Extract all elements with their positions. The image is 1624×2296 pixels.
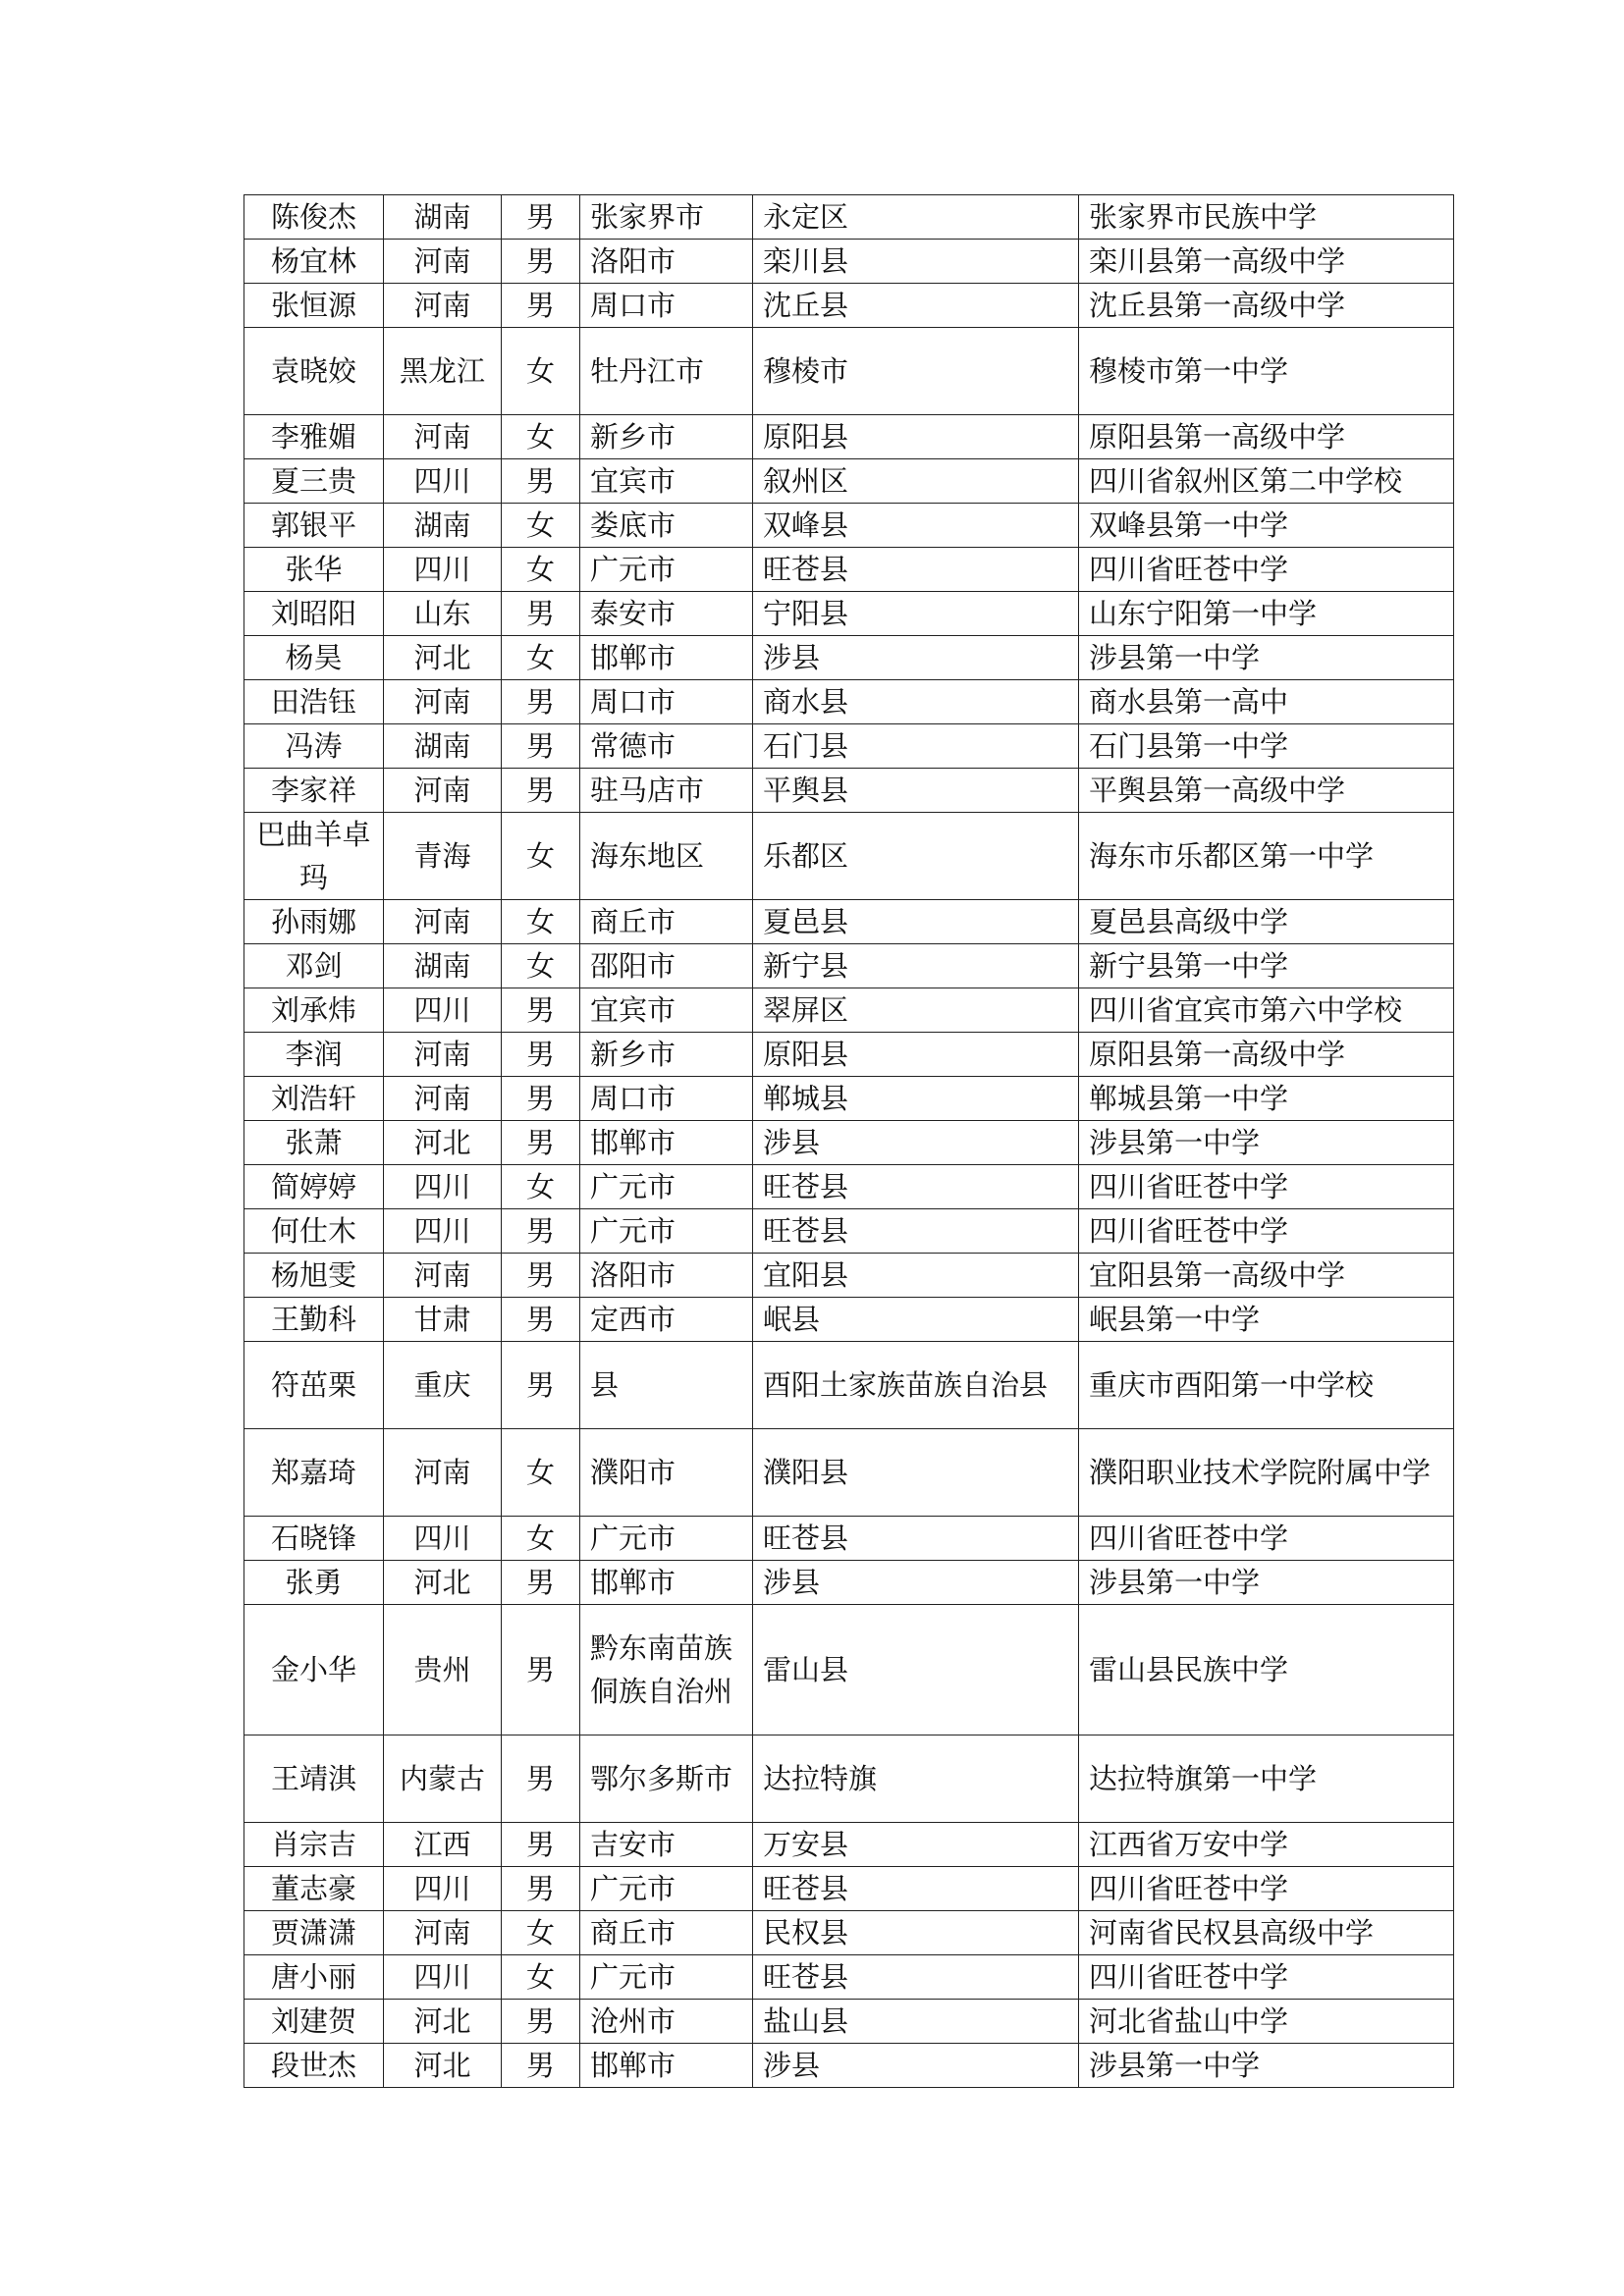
table-row	[244, 415, 1454, 459]
table-row	[244, 1605, 1454, 1735]
table-row	[244, 724, 1454, 769]
county-cell: 旺苍县	[753, 1209, 1079, 1254]
student-name-cell: 陈俊杰	[244, 195, 384, 240]
county-cell: 旺苍县	[753, 1867, 1079, 1911]
school-cell: 四川省宜宾市第六中学校	[1079, 988, 1454, 1033]
student-name-cell: 张华	[244, 548, 384, 592]
sex-cell: 男	[502, 2044, 580, 2088]
province-cell: 河南	[384, 900, 502, 944]
student-name-cell: 郑嘉琦	[244, 1429, 384, 1517]
city-cell: 常德市	[580, 724, 753, 769]
sex-cell: 男	[502, 1605, 580, 1735]
table-row	[244, 195, 1454, 240]
table-row	[244, 2044, 1454, 2088]
student-name-cell: 刘浩轩	[244, 1077, 384, 1121]
student-name-cell: 李家祥	[244, 769, 384, 813]
table-row	[244, 1561, 1454, 1605]
county-cell: 雷山县	[753, 1605, 1079, 1735]
school-cell: 穆棱市第一中学	[1079, 328, 1454, 415]
school-cell: 双峰县第一中学	[1079, 504, 1454, 548]
table-row	[244, 1342, 1454, 1429]
county-cell: 宜阳县	[753, 1254, 1079, 1298]
student-name-cell: 张勇	[244, 1561, 384, 1605]
table-row	[244, 1254, 1454, 1298]
table-row	[244, 504, 1454, 548]
table-row	[244, 1823, 1454, 1867]
student-name-cell: 贾潇潇	[244, 1911, 384, 1955]
county-cell: 翠屏区	[753, 988, 1079, 1033]
student-name-cell: 符茁栗	[244, 1342, 384, 1429]
student-name-cell: 郭银平	[244, 504, 384, 548]
school-cell: 商水县第一高中	[1079, 680, 1454, 724]
city-cell: 驻马店市	[580, 769, 753, 813]
sex-cell: 男	[502, 1077, 580, 1121]
school-cell: 新宁县第一中学	[1079, 944, 1454, 988]
county-cell: 酉阳土家族苗族自治县	[753, 1342, 1079, 1429]
school-cell: 濮阳职业技术学院附属中学	[1079, 1429, 1454, 1517]
sex-cell: 男	[502, 459, 580, 504]
county-cell: 涉县	[753, 1121, 1079, 1165]
city-cell: 广元市	[580, 548, 753, 592]
county-cell: 叙州区	[753, 459, 1079, 504]
sex-cell: 男	[502, 680, 580, 724]
school-cell: 四川省旺苍中学	[1079, 1867, 1454, 1911]
county-cell: 双峰县	[753, 504, 1079, 548]
sex-cell: 女	[502, 415, 580, 459]
city-cell: 洛阳市	[580, 240, 753, 284]
school-cell: 涉县第一中学	[1079, 2044, 1454, 2088]
table-row	[244, 944, 1454, 988]
table-row	[244, 813, 1454, 900]
city-cell: 商丘市	[580, 1911, 753, 1955]
city-cell: 吉安市	[580, 1823, 753, 1867]
table-row	[244, 680, 1454, 724]
school-cell: 四川省旺苍中学	[1079, 1209, 1454, 1254]
sex-cell: 女	[502, 548, 580, 592]
table-row	[244, 2000, 1454, 2044]
school-cell: 四川省旺苍中学	[1079, 1955, 1454, 2000]
city-cell: 娄底市	[580, 504, 753, 548]
table-row	[244, 1735, 1454, 1823]
student-name-cell: 杨旭雯	[244, 1254, 384, 1298]
sex-cell: 女	[502, 1911, 580, 1955]
province-cell: 河南	[384, 680, 502, 724]
student-name-cell: 王靖淇	[244, 1735, 384, 1823]
county-cell: 万安县	[753, 1823, 1079, 1867]
city-cell: 广元市	[580, 1165, 753, 1209]
sex-cell: 男	[502, 1209, 580, 1254]
province-cell: 重庆	[384, 1342, 502, 1429]
city-cell: 邯郸市	[580, 2044, 753, 2088]
province-cell: 河南	[384, 1033, 502, 1077]
school-cell: 张家界市民族中学	[1079, 195, 1454, 240]
school-cell: 涉县第一中学	[1079, 636, 1454, 680]
city-cell: 广元市	[580, 1867, 753, 1911]
province-cell: 湖南	[384, 504, 502, 548]
county-cell: 原阳县	[753, 1033, 1079, 1077]
county-cell: 旺苍县	[753, 548, 1079, 592]
sex-cell: 男	[502, 592, 580, 636]
school-cell: 四川省叙州区第二中学校	[1079, 459, 1454, 504]
school-cell: 四川省旺苍中学	[1079, 1517, 1454, 1561]
province-cell: 四川	[384, 1867, 502, 1911]
sex-cell: 女	[502, 1955, 580, 2000]
table-row	[244, 988, 1454, 1033]
student-name-cell: 肖宗吉	[244, 1823, 384, 1867]
school-cell: 沈丘县第一高级中学	[1079, 284, 1454, 328]
province-cell: 河南	[384, 1429, 502, 1517]
roster-body	[244, 195, 1454, 2088]
province-cell: 四川	[384, 459, 502, 504]
table-row	[244, 1033, 1454, 1077]
student-name-cell: 刘建贺	[244, 2000, 384, 2044]
province-cell: 河南	[384, 1911, 502, 1955]
school-cell: 山东宁阳第一中学	[1079, 592, 1454, 636]
province-cell: 湖南	[384, 724, 502, 769]
county-cell: 沈丘县	[753, 284, 1079, 328]
student-name-cell: 袁晓姣	[244, 328, 384, 415]
county-cell: 濮阳县	[753, 1429, 1079, 1517]
province-cell: 河南	[384, 1254, 502, 1298]
school-cell: 涉县第一中学	[1079, 1121, 1454, 1165]
province-cell: 四川	[384, 1517, 502, 1561]
county-cell: 涉县	[753, 636, 1079, 680]
city-cell: 海东地区	[580, 813, 753, 900]
student-name-cell: 何仕木	[244, 1209, 384, 1254]
table-row	[244, 240, 1454, 284]
city-cell: 周口市	[580, 1077, 753, 1121]
city-cell: 商丘市	[580, 900, 753, 944]
school-cell: 重庆市酉阳第一中学校	[1079, 1342, 1454, 1429]
student-name-cell: 简婷婷	[244, 1165, 384, 1209]
province-cell: 贵州	[384, 1605, 502, 1735]
table-row	[244, 1955, 1454, 2000]
city-cell: 濮阳市	[580, 1429, 753, 1517]
table-row	[244, 900, 1454, 944]
student-name-cell: 段世杰	[244, 2044, 384, 2088]
table-row	[244, 636, 1454, 680]
county-cell: 郸城县	[753, 1077, 1079, 1121]
county-cell: 夏邑县	[753, 900, 1079, 944]
county-cell: 新宁县	[753, 944, 1079, 988]
student-name-cell: 冯涛	[244, 724, 384, 769]
province-cell: 甘肃	[384, 1298, 502, 1342]
city-cell: 周口市	[580, 680, 753, 724]
table-row	[244, 1165, 1454, 1209]
city-cell: 定西市	[580, 1298, 753, 1342]
city-cell: 广元市	[580, 1955, 753, 2000]
city-cell: 邯郸市	[580, 636, 753, 680]
province-cell: 湖南	[384, 195, 502, 240]
province-cell: 河北	[384, 1561, 502, 1605]
student-name-cell: 张萧	[244, 1121, 384, 1165]
province-cell: 河北	[384, 636, 502, 680]
city-cell: 县	[580, 1342, 753, 1429]
sex-cell: 男	[502, 195, 580, 240]
table-row	[244, 592, 1454, 636]
province-cell: 江西	[384, 1823, 502, 1867]
province-cell: 河南	[384, 1077, 502, 1121]
student-name-cell: 刘承炜	[244, 988, 384, 1033]
table-row	[244, 1911, 1454, 1955]
sex-cell: 男	[502, 724, 580, 769]
city-cell: 周口市	[580, 284, 753, 328]
city-cell: 邯郸市	[580, 1561, 753, 1605]
county-cell: 涉县	[753, 2044, 1079, 2088]
province-cell: 四川	[384, 1209, 502, 1254]
student-name-cell: 杨宜林	[244, 240, 384, 284]
table-row	[244, 1121, 1454, 1165]
sex-cell: 女	[502, 1517, 580, 1561]
county-cell: 石门县	[753, 724, 1079, 769]
city-cell: 沧州市	[580, 2000, 753, 2044]
province-cell: 山东	[384, 592, 502, 636]
province-cell: 内蒙古	[384, 1735, 502, 1823]
sex-cell: 男	[502, 1121, 580, 1165]
school-cell: 岷县第一中学	[1079, 1298, 1454, 1342]
student-name-cell: 唐小丽	[244, 1955, 384, 2000]
city-cell: 新乡市	[580, 415, 753, 459]
city-cell: 邯郸市	[580, 1121, 753, 1165]
sex-cell: 男	[502, 1298, 580, 1342]
table-row	[244, 459, 1454, 504]
sex-cell: 女	[502, 813, 580, 900]
sex-cell: 女	[502, 1165, 580, 1209]
student-roster-table	[244, 194, 1454, 2088]
county-cell: 盐山县	[753, 2000, 1079, 2044]
sex-cell: 男	[502, 1561, 580, 1605]
school-cell: 涉县第一中学	[1079, 1561, 1454, 1605]
sex-cell: 女	[502, 504, 580, 548]
student-name-cell: 王勤科	[244, 1298, 384, 1342]
city-cell: 新乡市	[580, 1033, 753, 1077]
school-cell: 河南省民权县高级中学	[1079, 1911, 1454, 1955]
student-name-cell: 孙雨娜	[244, 900, 384, 944]
county-cell: 旺苍县	[753, 1165, 1079, 1209]
city-cell: 鄂尔多斯市	[580, 1735, 753, 1823]
table-row	[244, 328, 1454, 415]
sex-cell: 女	[502, 900, 580, 944]
province-cell: 河南	[384, 415, 502, 459]
school-cell: 栾川县第一高级中学	[1079, 240, 1454, 284]
province-cell: 河南	[384, 240, 502, 284]
table-row	[244, 1517, 1454, 1561]
county-cell: 岷县	[753, 1298, 1079, 1342]
student-name-cell: 董志豪	[244, 1867, 384, 1911]
table-row	[244, 548, 1454, 592]
school-cell: 平舆县第一高级中学	[1079, 769, 1454, 813]
student-name-cell: 张恒源	[244, 284, 384, 328]
province-cell: 河北	[384, 1121, 502, 1165]
school-cell: 原阳县第一高级中学	[1079, 415, 1454, 459]
student-name-cell: 夏三贵	[244, 459, 384, 504]
document-page	[244, 194, 1453, 2088]
sex-cell: 男	[502, 284, 580, 328]
school-cell: 河北省盐山中学	[1079, 2000, 1454, 2044]
county-cell: 乐都区	[753, 813, 1079, 900]
province-cell: 河北	[384, 2000, 502, 2044]
school-cell: 四川省旺苍中学	[1079, 548, 1454, 592]
table-row	[244, 1077, 1454, 1121]
student-name-cell: 石晓锋	[244, 1517, 384, 1561]
city-cell: 黔东南苗族侗族自治州	[580, 1605, 753, 1735]
sex-cell: 男	[502, 1823, 580, 1867]
sex-cell: 男	[502, 1033, 580, 1077]
county-cell: 穆棱市	[753, 328, 1079, 415]
sex-cell: 男	[502, 2000, 580, 2044]
sex-cell: 女	[502, 636, 580, 680]
province-cell: 四川	[384, 1955, 502, 2000]
county-cell: 达拉特旗	[753, 1735, 1079, 1823]
county-cell: 民权县	[753, 1911, 1079, 1955]
school-cell: 宜阳县第一高级中学	[1079, 1254, 1454, 1298]
sex-cell: 男	[502, 1735, 580, 1823]
city-cell: 张家界市	[580, 195, 753, 240]
student-name-cell: 李雅媚	[244, 415, 384, 459]
student-name-cell: 杨昊	[244, 636, 384, 680]
county-cell: 原阳县	[753, 415, 1079, 459]
county-cell: 栾川县	[753, 240, 1079, 284]
sex-cell: 男	[502, 1867, 580, 1911]
table-row	[244, 769, 1454, 813]
city-cell: 牡丹江市	[580, 328, 753, 415]
table-row	[244, 1429, 1454, 1517]
county-cell: 平舆县	[753, 769, 1079, 813]
sex-cell: 男	[502, 769, 580, 813]
province-cell: 河北	[384, 2044, 502, 2088]
school-cell: 达拉特旗第一中学	[1079, 1735, 1454, 1823]
city-cell: 洛阳市	[580, 1254, 753, 1298]
city-cell: 广元市	[580, 1209, 753, 1254]
sex-cell: 男	[502, 1254, 580, 1298]
sex-cell: 男	[502, 988, 580, 1033]
table-row	[244, 1867, 1454, 1911]
province-cell: 河南	[384, 769, 502, 813]
city-cell: 宜宾市	[580, 459, 753, 504]
province-cell: 四川	[384, 548, 502, 592]
table-row	[244, 284, 1454, 328]
sex-cell: 男	[502, 1342, 580, 1429]
student-name-cell: 邓剑	[244, 944, 384, 988]
county-cell: 旺苍县	[753, 1517, 1079, 1561]
province-cell: 青海	[384, 813, 502, 900]
school-cell: 郸城县第一中学	[1079, 1077, 1454, 1121]
sex-cell: 女	[502, 1429, 580, 1517]
school-cell: 四川省旺苍中学	[1079, 1165, 1454, 1209]
table-row	[244, 1298, 1454, 1342]
school-cell: 原阳县第一高级中学	[1079, 1033, 1454, 1077]
student-name-cell: 刘昭阳	[244, 592, 384, 636]
school-cell: 雷山县民族中学	[1079, 1605, 1454, 1735]
county-cell: 旺苍县	[753, 1955, 1079, 2000]
sex-cell: 男	[502, 240, 580, 284]
sex-cell: 女	[502, 328, 580, 415]
province-cell: 四川	[384, 988, 502, 1033]
county-cell: 永定区	[753, 195, 1079, 240]
student-name-cell: 李润	[244, 1033, 384, 1077]
student-name-cell: 巴曲羊卓玛	[244, 813, 384, 900]
school-cell: 夏邑县高级中学	[1079, 900, 1454, 944]
school-cell: 江西省万安中学	[1079, 1823, 1454, 1867]
city-cell: 泰安市	[580, 592, 753, 636]
student-name-cell: 金小华	[244, 1605, 384, 1735]
student-name-cell: 田浩钰	[244, 680, 384, 724]
county-cell: 宁阳县	[753, 592, 1079, 636]
school-cell: 石门县第一中学	[1079, 724, 1454, 769]
school-cell: 海东市乐都区第一中学	[1079, 813, 1454, 900]
province-cell: 四川	[384, 1165, 502, 1209]
city-cell: 宜宾市	[580, 988, 753, 1033]
city-cell: 广元市	[580, 1517, 753, 1561]
sex-cell: 女	[502, 944, 580, 988]
province-cell: 黑龙江	[384, 328, 502, 415]
province-cell: 河南	[384, 284, 502, 328]
table-row	[244, 1209, 1454, 1254]
county-cell: 涉县	[753, 1561, 1079, 1605]
county-cell: 商水县	[753, 680, 1079, 724]
city-cell: 邵阳市	[580, 944, 753, 988]
province-cell: 湖南	[384, 944, 502, 988]
